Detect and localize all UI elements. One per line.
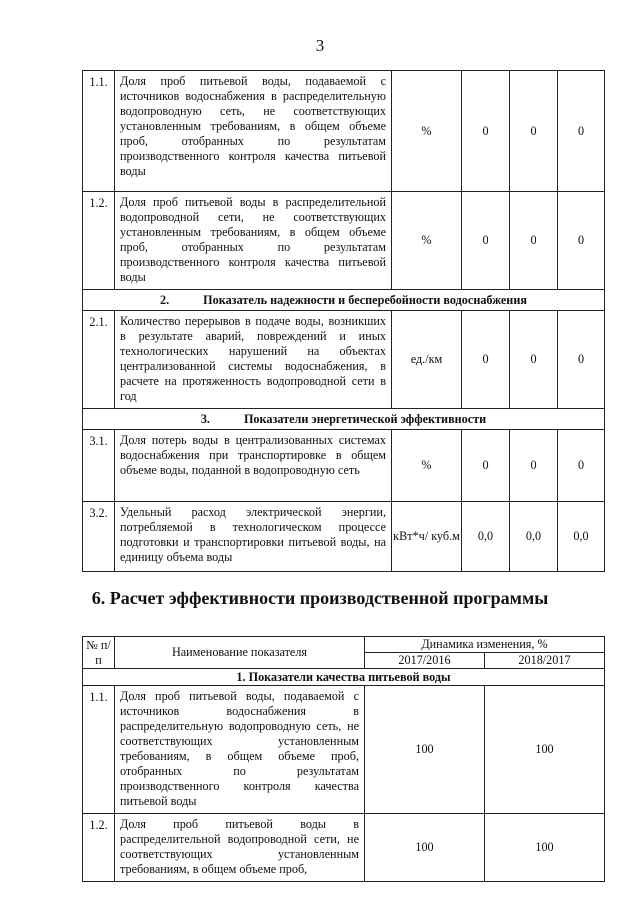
- row-number: 1.2.: [83, 192, 115, 290]
- unit-cell: %: [392, 430, 462, 502]
- value-cell: 0: [558, 311, 605, 409]
- section-heading: 1. Показатели качества питьевой воды: [83, 669, 605, 686]
- row-number: 1.2.: [83, 814, 115, 882]
- section-title: Показатель надежности и бесперебойности водоснабжения: [203, 292, 527, 307]
- table-row: [83, 311, 605, 409]
- unit-cell: %: [392, 71, 462, 192]
- row-number: 1.1.: [83, 71, 115, 192]
- value-cell: 0,0: [510, 502, 558, 572]
- indicator-name: Доля проб питьевой воды, подаваемой с источников водоснабжения в распределительную водопроводную сеть, не соответствующих установленным требованиям, в общем объеме проб, отобранных по результатам производственного контроля качества питьевой воды: [115, 71, 392, 192]
- section-number: 2.: [160, 292, 170, 307]
- section-title: Показатели энергетической эффективности: [243, 411, 487, 426]
- header-dynamics: Динамика изменения, %: [365, 637, 605, 653]
- table-row: [83, 71, 605, 192]
- table-row: [83, 686, 605, 814]
- header-row: [83, 637, 605, 653]
- value-cell: 0: [462, 311, 510, 409]
- unit-cell: %: [392, 192, 462, 290]
- value-cell: 0: [558, 71, 605, 192]
- indicator-name: Доля потерь воды в централизованных системах водоснабжения при транспортировке в общем объеме воды, поданной в водопроводную сеть: [115, 430, 392, 502]
- value-cell: 0: [510, 430, 558, 502]
- section-row: [83, 409, 605, 430]
- unit-cell: кВт*ч/ куб.м: [392, 502, 462, 572]
- value-cell: 0: [510, 311, 558, 409]
- section-heading: [83, 290, 605, 311]
- table-row: [83, 192, 605, 290]
- section-row: [83, 290, 605, 311]
- section-number: 3.: [200, 411, 210, 426]
- value-cell: 0: [462, 430, 510, 502]
- indicator-name: Удельный расход электрической энергии, потребляемой в технологическом процессе подготовки и транспортировки питьевой воды, на единицу объема воды: [115, 502, 392, 572]
- header-period-1: 2017/2016: [365, 653, 485, 669]
- header-indicator-name: Наименование показателя: [115, 637, 365, 669]
- indicators-table: [82, 70, 605, 572]
- efficiency-table: [82, 636, 605, 882]
- value-cell: 100: [365, 814, 485, 882]
- value-cell: 0: [558, 430, 605, 502]
- row-number: 2.1.: [83, 311, 115, 409]
- table-row: [83, 502, 605, 572]
- indicator-name: Количество перерывов в подаче воды, возникших в результате аварий, повреждений и иных технологических нарушений на объектах централизованной системы водоснабжения, в расчете на протяженность водопроводной сети в год: [115, 311, 392, 409]
- value-cell: 100: [365, 686, 485, 814]
- indicator-name: Доля проб питьевой воды в распределительной водопроводной сети, не соответствующих установленным требованиям, в общем объеме проб, отобранных по результатам производственного контроля качества питьевой воды: [115, 192, 392, 290]
- section-row: [83, 669, 605, 686]
- row-number: 1.1.: [83, 686, 115, 814]
- row-number: 3.1.: [83, 430, 115, 502]
- value-cell: 0: [462, 71, 510, 192]
- value-cell: 0: [462, 192, 510, 290]
- value-cell: 0: [510, 192, 558, 290]
- header-number: № п/п: [83, 637, 115, 669]
- value-cell: 0: [510, 71, 558, 192]
- value-cell: 100: [485, 686, 605, 814]
- table-row: [83, 814, 605, 882]
- page-number: 3: [315, 36, 325, 55]
- value-cell: 0: [558, 192, 605, 290]
- table-row: [83, 430, 605, 502]
- section-heading: [83, 409, 605, 430]
- value-cell: 0,0: [558, 502, 605, 572]
- section-6-title: 6. Расчет эффективности производственной программы: [91, 588, 549, 608]
- row-number: 3.2.: [83, 502, 115, 572]
- indicator-name: Доля проб питьевой воды в распределительной водопроводной сети, не соответствующих установленным требованиям, в общем объеме проб,: [115, 814, 365, 882]
- value-cell: 100: [485, 814, 605, 882]
- header-period-2: 2018/2017: [485, 653, 605, 669]
- value-cell: 0,0: [462, 502, 510, 572]
- unit-cell: ед./км: [392, 311, 462, 409]
- indicator-name: Доля проб питьевой воды, подаваемой с источников водоснабжения в распределительную водопроводную сеть, не соответствующих установленным требованиям, в общем объеме проб, отобранных по результатам производственного контроля качества питьевой воды: [115, 686, 365, 814]
